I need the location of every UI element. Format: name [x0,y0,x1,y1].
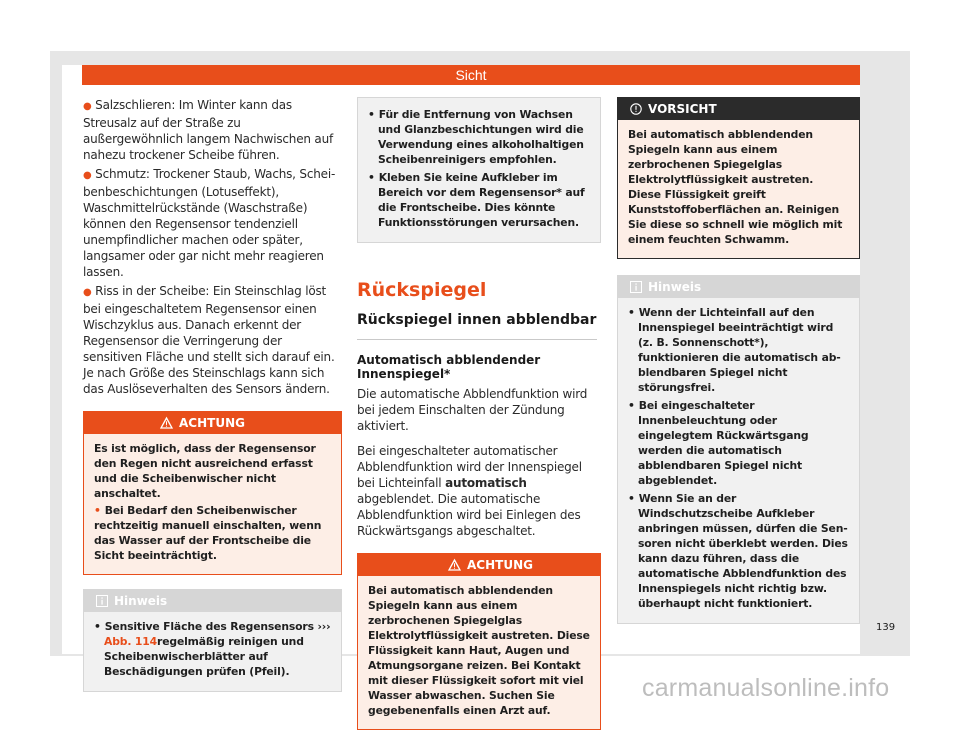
list-item: • Wenn Sie an der Windschutzscheibe Aufkleber anbringen müssen, dürfen die Sensoren nicht überklebt werden. Dies kann dazu führen, dass die automatische Abblendfunktion des Innenspiegels nicht richtig bzw. überhaupt nicht funktioniert. [628,491,849,611]
caution-circle-icon [630,98,642,120]
warning-header: ACHTUNG [84,412,341,434]
note-box [617,275,860,624]
warning-header: ACHTUNG [358,554,600,576]
bullet-icon: ● [83,101,92,112]
info-icon [96,594,108,608]
note-box [83,589,342,692]
caution-header: VORSICHT [618,98,859,120]
heading: Automatisch abblendender Innenspiegel* [357,353,541,381]
info-icon [630,280,642,294]
warning-box [357,553,601,730]
paragraph: Die automatische Abblendfunktion wird bei jedem Einschalten der Zündung aktiviert. [357,387,588,433]
page-header-title: Sicht [82,65,860,85]
warning-box [83,411,342,575]
note-body [618,298,859,623]
list-item: ● Salzschlieren: Im Winter kann das Streusalz auf der Straße zu außergewöhnlich langem Nachwischen auf nahezu trockener Scheibe führen. [83,98,333,162]
column-middle [357,97,601,730]
watermark: carmanualsonline.info [642,674,890,702]
caution-box [617,97,860,259]
list-item: • Sensitive Fläche des Regensensors ››› Abb. 114regelmäßig reinigen und Scheibenwischerblätter auf Beschädigungen prüfen (Pfeil). [94,619,331,679]
bullet-icon: ● [83,287,92,298]
note-header: Hinweis [618,276,859,298]
bullet-icon: ● [83,170,92,181]
warning-triangle-icon [448,554,461,576]
list-item: • Bei eingeschalteter Innenbeleuchtung oder eingelegtem Rückwärtsgang werden die automatisch abblendbaren Spiegel nicht abgeblendet. [628,398,849,488]
column-left [83,97,342,692]
note-body [84,612,341,691]
list-item: ● Riss in der Scheibe: Ein Steinschlag löst bei eingeschaltetem Regensensor einen Wischzyklus aus. Danach erkennt der Regensensor die Verringerung der sensitiven Fläche und stellt sich darauf ein. Je nach Größe des Steinschlags kann sich das Auslöseverhalten des Sensors ändern. [83,284,335,396]
section-title: Rückspiegel [357,279,487,301]
warning-triangle-icon [160,412,173,434]
list-item: ● Schmutz: Trockener Staub, Wachs, Scheibenbeschichtungen (Lotuseffekt), Waschmittelrückstände (Waschstraße) können den Regensensor tendenziell unempfindlicher machen oder später, langsamer oder gar nicht mehr reagieren lassen. [83,167,336,279]
list-item: • Für die Entfernung von Wachsen und Glanzbeschichtungen wird die Verwendung eines alkoholhaltigen Scheibenreinigers empfohlen. [368,107,590,167]
figure-link[interactable]: Abb. 114 [104,635,158,648]
list-item: • Wenn der Lichteinfall auf den Innenspiegel beeinträchtigt wird (z. B. Sonnenschott*), funktionieren die automatisch abblendbaren Spiegel nicht störungsfrei. [628,305,849,395]
tip-box [357,97,601,243]
list-item: • Kleben Sie keine Aufkleber im Bereich vor dem Regensensor* auf die Frontscheibe. Dies könnte Funktionsstörungen verursachen. [368,170,590,230]
caution-body: Bei automatisch abblendenden Spiegeln kann aus einem zerbrochenen Spiegelglas Elektrolytflüssigkeit austreten. Diese Flüssigkeit greift Kunststoffoberflächen an. Reinigen Sie diese so schnell wie möglich mit einem feuchten Schwamm. [618,120,859,258]
column-right [617,97,860,624]
paragraph: Bei eingeschalteter automatischer Abblendfunktion wird der Innenspiegel bei Lichteinfall automatisch abgeblendet. Die automatische Abblendfunktion wird bei Einlegen des Rückwärtsgangs abgeschaltet. [357,444,582,538]
warning-body: Es ist möglich, dass der Regensensor den Regen nicht ausreichend erfasst und die Scheibenwischer nicht anschaltet. • Bei Bedarf den Scheibenwischer rechtzeitig manuell einschalten, wenn das Wasser auf der Frontscheibe die Sicht beeinträchtigt. [84,434,341,574]
note-header: Hinweis [84,590,341,612]
page-number: 139 [876,622,896,633]
subsection-title: Rückspiegel innen abblendbar [357,312,597,340]
warning-body: Bei automatisch abblendenden Spiegeln kann aus einem zerbrochenen Spiegelglas Elektrolytflüssigkeit austreten. Diese Flüssigkeit kann Haut, Augen und Atmungsorgane reizen. Bei Kontakt mit dieser Flüssigkeit sofort mit viel Wasser abwaschen. Suchen Sie gegebenenfalls einen Arzt auf. [358,576,600,729]
